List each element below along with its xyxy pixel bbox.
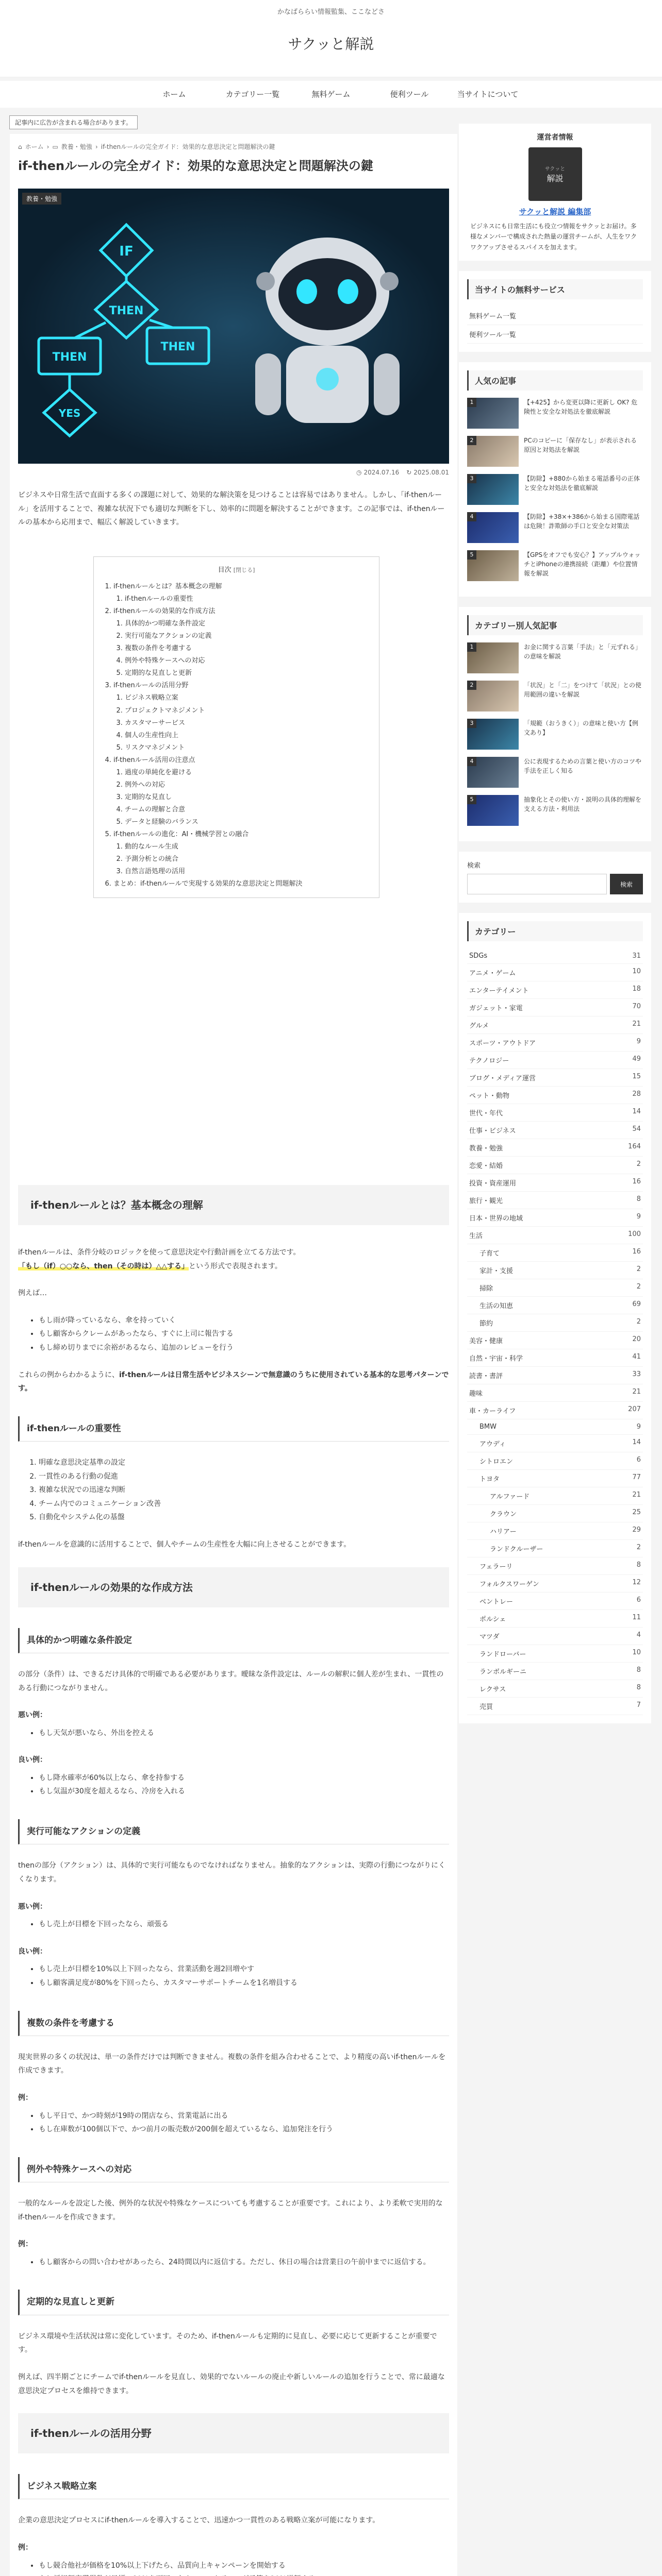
list-item: • もし在庫数が100個以下で、かつ前月の販売数が200個を超えているなら、追加発注を行う bbox=[39, 2123, 449, 2137]
section-heading: if-thenルールの効果的な作成方法 bbox=[18, 1567, 449, 1607]
category-name: フォルクスワーゲン bbox=[479, 1581, 539, 1589]
subsection-heading: ビジネス戦略立案 bbox=[18, 2474, 449, 2499]
toc-subitem[interactable]: 2. 実行可能なアクションの定義 bbox=[125, 630, 369, 642]
folder-icon: ▭ bbox=[52, 143, 58, 150]
example-list bbox=[18, 2559, 449, 2576]
category-post[interactable]: 3 「規範（おうきく）」の意味と使い方【例文あり】 bbox=[467, 719, 643, 750]
category-item[interactable] bbox=[467, 1435, 643, 1452]
category-name: ランボルギーニ bbox=[479, 1668, 527, 1676]
category-item[interactable] bbox=[467, 1244, 643, 1262]
subsection-heading: 定期的な見直しと更新 bbox=[18, 2290, 449, 2315]
category-count: 16 bbox=[632, 1178, 641, 1186]
category-popular-widget bbox=[459, 607, 651, 841]
toc-toggle[interactable]: [閉じる] bbox=[233, 567, 255, 573]
search-button[interactable]: 検索 bbox=[610, 874, 643, 894]
nav-home[interactable]: ホーム bbox=[162, 90, 186, 99]
category-name: アウディ bbox=[479, 1440, 506, 1449]
category-item[interactable] bbox=[467, 1104, 643, 1122]
category-count: 25 bbox=[632, 1509, 641, 1517]
category-item[interactable] bbox=[467, 1505, 643, 1522]
category-count: 9 bbox=[636, 1423, 641, 1431]
category-count: 8 bbox=[636, 1684, 641, 1692]
global-nav bbox=[0, 81, 662, 108]
toc-subitem[interactable]: 1. 過度の単純化を避ける bbox=[125, 767, 369, 779]
eyecatch-image bbox=[18, 189, 449, 464]
category-count: 100 bbox=[628, 1230, 641, 1239]
category-item[interactable] bbox=[467, 1052, 643, 1069]
search-label: 検索 bbox=[467, 862, 481, 870]
post-thumbnail: 1 bbox=[467, 642, 519, 673]
paragraph: if-thenルールは、条件分岐のロジックを使って意思決定や行動計画を立てる方法です。 「もし（if）○○なら、then（その時は）△△する」という形式で表現されます。 bbox=[18, 1248, 301, 1270]
table-of-contents bbox=[93, 556, 379, 898]
category-name: 投資・資産運用 bbox=[469, 1180, 517, 1188]
category-count: 2 bbox=[636, 1265, 641, 1274]
toc-subitem[interactable]: 1. if-thenルールの重要性 bbox=[125, 593, 369, 605]
category-name: ベントレー bbox=[479, 1598, 514, 1606]
paragraph: 企業の意思決定プロセスにif-thenルールを導入することで、迅速かつ一貫性のある戦略立案が可能になります。 bbox=[18, 2516, 380, 2525]
list-item: • もし降水確率が60%以上なら、傘を持参する bbox=[39, 1771, 449, 1785]
toc-title: 目次 bbox=[218, 566, 231, 574]
post-thumbnail: 4 bbox=[467, 512, 519, 543]
toc-subitem[interactable]: 1. ビジネス戦略立案 bbox=[125, 692, 369, 704]
list-item: • もし雨が降っているなら、傘を持っていく bbox=[39, 1314, 449, 1328]
search-widget bbox=[459, 852, 651, 903]
category-item[interactable] bbox=[467, 1297, 643, 1314]
category-item[interactable] bbox=[467, 1349, 643, 1367]
toc-item[interactable]: 3. if-thenルールの活用分野 1. ビジネス戦略立案 2. プロジェクトマネジメント 3. カスタマーサービス 4. 個人の生産性向上 5. リスクマネジメント bbox=[113, 680, 369, 754]
post-thumbnail: 2 bbox=[467, 681, 519, 711]
category-count: 21 bbox=[632, 1491, 641, 1499]
category-item[interactable] bbox=[467, 1192, 643, 1209]
category-count: 6 bbox=[636, 1456, 641, 1464]
updated-date: 2025.08.01 bbox=[413, 469, 449, 476]
toc-subitem[interactable]: 3. 複数の条件を考慮する bbox=[125, 642, 369, 655]
author-bio: ビジネスにも日常生活にも役立つ情報をサクッとお届け。多様なメンバーで構成された熱量の運営チームが、人生をワクワクアップさせるスパイスを加えます。 bbox=[470, 223, 637, 251]
subsection-heading: 複数の条件を考慮する bbox=[18, 2011, 449, 2036]
category-item[interactable] bbox=[467, 1522, 643, 1540]
nav-categories[interactable]: カテゴリー一覧 bbox=[225, 90, 280, 99]
avatar-text: 解説 bbox=[547, 174, 564, 183]
flow-label-if: IF bbox=[119, 244, 134, 259]
category-count: 9 bbox=[636, 1213, 641, 1221]
category-name: 旅行・観光 bbox=[469, 1197, 503, 1206]
good-example-list bbox=[18, 1962, 449, 1990]
paragraph: 現実世界の多くの状況は、単一の条件だけでは判断できません。複数の条件を組み合わせることで、より精度の高いif-thenルールを作成できます。 bbox=[18, 2053, 446, 2075]
category-item[interactable] bbox=[467, 1487, 643, 1505]
category-name: クラウン bbox=[490, 1511, 517, 1519]
subsection-heading: if-thenルールの重要性 bbox=[18, 1416, 449, 1442]
popular-post[interactable]: 3 【防除】+880から始まる電話番号の正体と安全な対処法を徹底解説 bbox=[467, 474, 643, 505]
toc-subitem[interactable]: 5. リスクマネジメント bbox=[125, 742, 369, 754]
toc-item[interactable]: 2. if-thenルールの効果的な作成方法 1. 具体的かつ明確な条件設定 2. 実行可能なアクションの定義 3. 複数の条件を考慮する 4. 例外や特殊ケースへの対応 5. 定期的な見直しと更新 bbox=[113, 605, 369, 680]
category-count: 12 bbox=[632, 1579, 641, 1587]
category-item[interactable] bbox=[467, 1452, 643, 1470]
popular-post[interactable]: 4 【防除】+38×+386から始まる国際電話は危険！詐欺師の手口と安全な対策法 bbox=[467, 512, 643, 543]
ad-notice: 記事内に広告が含まれる場合があります。 bbox=[9, 115, 138, 129]
category-count: 164 bbox=[628, 1143, 641, 1151]
category-count: 8 bbox=[636, 1666, 641, 1674]
search-input[interactable] bbox=[467, 874, 607, 894]
free-services-widget bbox=[459, 271, 651, 352]
category-name: 生活 bbox=[469, 1232, 483, 1241]
category-count: 2 bbox=[636, 1160, 641, 1168]
category-item[interactable] bbox=[467, 1139, 643, 1157]
category-label[interactable]: 教養・勉強 bbox=[22, 193, 61, 205]
example-list bbox=[18, 2109, 449, 2137]
toc-subitem[interactable]: 2. プロジェクトマネジメント bbox=[125, 705, 369, 717]
flowchart-robot-illustration bbox=[18, 189, 449, 464]
post-thumbnail: 1 bbox=[467, 398, 519, 429]
category-item[interactable] bbox=[467, 1209, 643, 1227]
category-name: 生活の知恵 bbox=[479, 1302, 514, 1311]
category-count: 33 bbox=[632, 1370, 641, 1379]
bad-example-list bbox=[18, 1726, 449, 1740]
category-count: 70 bbox=[632, 1003, 641, 1011]
widget-title: 人気の記事 bbox=[467, 370, 643, 391]
author-widget bbox=[459, 124, 651, 261]
category-item[interactable] bbox=[467, 1592, 643, 1610]
highlight-marker: 「もし（if）○○なら、then（その時は）△△する」 bbox=[18, 1262, 189, 1270]
list-item: 2. 一貫性のある行動の促進 bbox=[39, 1470, 449, 1484]
example-label: 例： bbox=[18, 2094, 32, 2102]
category-post[interactable]: 4 公に表現するための言葉と使い方のコツや手法を正しく知る bbox=[467, 757, 643, 788]
toc-subitem[interactable]: 4. チームの理解と合意 bbox=[125, 804, 369, 816]
chevron-right-icon: › bbox=[95, 143, 98, 150]
refresh-icon: ↻ bbox=[406, 469, 412, 476]
category-name: スポーツ・アウトドア bbox=[469, 1040, 536, 1048]
category-item[interactable] bbox=[467, 1540, 643, 1557]
category-count: 21 bbox=[632, 1020, 641, 1028]
widget-title: 当サイトの無料サービス bbox=[467, 279, 643, 299]
post-thumbnail: 3 bbox=[467, 474, 519, 505]
flow-label-then-left: THEN bbox=[52, 351, 87, 364]
subsection-heading: 具体的かつ明確な条件設定 bbox=[18, 1628, 449, 1653]
post-thumbnail: 3 bbox=[467, 719, 519, 750]
list-item: • もし天気が悪いなら、外出を控える bbox=[39, 1726, 449, 1740]
site-title-link[interactable]: サクッと解説 bbox=[288, 36, 374, 53]
list-item: 1. 明確な意思決定基準の設定 bbox=[39, 1456, 449, 1470]
category-name: 趣味 bbox=[469, 1390, 483, 1398]
post-title: if-thenルールの完全ガイド：効果的な意思決定と問題解決の鍵 bbox=[18, 159, 373, 173]
section-heading: if-thenルールとは？基本概念の理解 bbox=[18, 1185, 449, 1225]
section-heading: if-thenルールの活用分野 bbox=[18, 2413, 449, 2453]
list-item: • もし売上が目標を下回ったなら、頑張る bbox=[39, 1918, 449, 1931]
category-count: 18 bbox=[632, 985, 641, 993]
author-avatar bbox=[528, 147, 582, 201]
category-item[interactable] bbox=[467, 1332, 643, 1349]
category-item[interactable] bbox=[467, 981, 643, 999]
chevron-right-icon: › bbox=[46, 143, 49, 150]
toc-item[interactable]: 1. if-thenルールとは？基本概念の理解 1. if-thenルールの重要性 bbox=[113, 581, 369, 605]
category-name: ランドローバー bbox=[479, 1651, 526, 1659]
widget-title: カテゴリー別人気記事 bbox=[467, 615, 643, 635]
importance-list bbox=[18, 1456, 449, 1524]
category-item[interactable] bbox=[467, 1069, 643, 1087]
category-name: 自然・宇宙・科学 bbox=[469, 1355, 523, 1363]
category-name: ブログ・メディア運営 bbox=[469, 1075, 536, 1083]
category-post[interactable]: 1 お金に関する言葉「手法」と「元ずれる」の意味を解説 bbox=[467, 642, 643, 673]
category-count: 15 bbox=[632, 1073, 641, 1081]
toc-subitem[interactable]: 1. 動的なルール生成 bbox=[125, 841, 369, 853]
category-count: 10 bbox=[632, 968, 641, 976]
main-article bbox=[10, 134, 457, 2576]
popular-post[interactable]: 2 PCのコピーに「保存なし」が表示される原因と対処法を解説 bbox=[467, 436, 643, 467]
toc-subitem[interactable]: 5. 定期的な見直しと更新 bbox=[125, 667, 369, 680]
category-item[interactable] bbox=[467, 1698, 643, 1715]
bad-example-label: 悪い例： bbox=[18, 1711, 47, 1720]
category-item[interactable] bbox=[467, 1087, 643, 1104]
list-item: • もし顧客からクレームがあったなら、すぐに上司に報告する bbox=[39, 1327, 449, 1341]
category-item[interactable] bbox=[467, 964, 643, 981]
flow-label-yes: YES bbox=[58, 407, 81, 419]
category-post[interactable]: 5 抽象化とその使い方・説明の具体的理解を支える方法・利用法 bbox=[467, 795, 643, 826]
category-name: アニメ・ゲーム bbox=[469, 970, 516, 978]
category-name: 教養・勉強 bbox=[469, 1145, 503, 1153]
category-count: 28 bbox=[632, 1090, 641, 1098]
nav-about[interactable]: 当サイトについて bbox=[457, 90, 519, 99]
category-name: SDGs bbox=[469, 952, 488, 960]
paragraph: 例えば、四半期ごとにチームでif-thenルールを見直し、効果的でないルールの廃止や新しいルールの追加を行うことで、常に最適な意思決定プロセスを維持できます。 bbox=[18, 2372, 445, 2395]
category-count: 20 bbox=[632, 1335, 641, 1344]
paragraph: thenの部分（アクション）は、具体的で実行可能なものでなければなりません。抽象的なアクションは、実際の行動につながりにくくなります。 bbox=[18, 1861, 446, 1884]
category-item[interactable] bbox=[467, 1279, 643, 1297]
category-item[interactable] bbox=[467, 1610, 643, 1628]
popular-posts-widget bbox=[459, 362, 651, 597]
category-count: 8 bbox=[636, 1195, 641, 1204]
breadcrumb-home[interactable]: ホーム bbox=[25, 143, 44, 150]
category-name: BMW bbox=[479, 1423, 496, 1431]
category-name: 読書・書評 bbox=[469, 1372, 503, 1381]
list-item: • もし締め切りまでに余裕があるなら、追加のレビューを行う bbox=[39, 1341, 449, 1355]
list-item: • もし顧客からの問い合わせがあったら、24時間以内に返信する。ただし、休日の場合は営業日の午前中までに返信する。 bbox=[39, 2256, 449, 2269]
category-count: 31 bbox=[632, 952, 641, 960]
category-count: 14 bbox=[632, 1108, 641, 1116]
paragraph: ビジネス環境や生活状況は常に変化しています。そのため、if-thenルールも定期的に見直し、必要に応じて更新することが重要です。 bbox=[18, 2332, 437, 2354]
category-name: ランドクルーザー bbox=[490, 1546, 543, 1554]
article-body bbox=[18, 1170, 449, 2576]
breadcrumb-current: if-thenルールの完全ガイド：効果的な意思決定と問題解決の鍵 bbox=[101, 143, 275, 150]
toc-list bbox=[104, 581, 369, 890]
category-item[interactable] bbox=[467, 1680, 643, 1698]
toc-subitem[interactable]: 5. データと経験のバランス bbox=[125, 816, 369, 828]
category-count: 77 bbox=[632, 1473, 641, 1482]
bad-example-label: 悪い例： bbox=[18, 1902, 47, 1911]
toc-subitem[interactable]: 2. 例外への対応 bbox=[125, 779, 369, 791]
subsection-heading: 例外や特殊ケースへの対応 bbox=[18, 2157, 449, 2182]
category-count: 9 bbox=[636, 1038, 641, 1046]
toc-subitem[interactable]: 2. 予測分析との統合 bbox=[125, 853, 369, 866]
post-dates bbox=[356, 469, 449, 476]
author-heading: 運営者情報 bbox=[537, 133, 573, 142]
category-item[interactable] bbox=[467, 1575, 643, 1592]
category-item[interactable] bbox=[467, 1122, 643, 1139]
category-name: ガジェット・家電 bbox=[469, 1005, 523, 1013]
category-count: 2 bbox=[636, 1283, 641, 1291]
category-item[interactable] bbox=[467, 1645, 643, 1663]
category-item[interactable] bbox=[467, 1628, 643, 1645]
list-item: • もし売上が目標を10%以上下回ったなら、営業活動を週2回増やす bbox=[39, 1962, 449, 1976]
bad-example-list bbox=[18, 1918, 449, 1931]
tools-link[interactable]: 便利ツール一覧 bbox=[467, 325, 643, 344]
list-item: 3. 複雑な状況での迅速な判断 bbox=[39, 1483, 449, 1497]
paragraph: の部分（条件）は、できるだけ具体的で明確である必要があります。曖昧な条件設定は、ルールの解釈に個人差が生まれ、一貫性のある行動につながりません。 bbox=[18, 1670, 444, 1692]
example-list bbox=[18, 2256, 449, 2269]
site-tagline: かなばららい情報監集、ここなどさ bbox=[277, 8, 385, 16]
category-name: フェラーリ bbox=[479, 1563, 513, 1571]
flow-label-then-right: THEN bbox=[160, 341, 195, 353]
paragraph: これらの例からわかるように、if-thenルールは日常生活やビジネスシーンで無意識のうちに使用されている基本的な思考パターンです。 bbox=[18, 1370, 449, 1393]
post-thumbnail: 2 bbox=[467, 436, 519, 467]
toc-subitem[interactable]: 1. 具体的かつ明確な条件設定 bbox=[125, 618, 369, 630]
clock-icon: ◷ bbox=[356, 469, 362, 476]
toc-subitem[interactable]: 3. カスタマーサービス bbox=[125, 717, 369, 730]
intro-text: ビジネスや日常生活で直面する多くの課題に対して、効果的な解決策を見つけることは容易ではありません。しかし、「if-thenルール」を活用することで、複雑な状況下でも適切な判断を下し、効率的に問題を解決することができます。この記事では、if-thenルールの基本から応用まで、幅広く解説していきます。 bbox=[18, 491, 445, 527]
category-name: ハリアー bbox=[490, 1528, 517, 1536]
category-item[interactable] bbox=[467, 1557, 643, 1575]
category-item[interactable] bbox=[467, 1174, 643, 1192]
subsection-heading: 実行可能なアクションの定義 bbox=[18, 1819, 449, 1844]
toc-subitem[interactable]: 3. 定期的な見直し bbox=[125, 791, 369, 804]
author-name-link[interactable]: サクッと解説 編集部 bbox=[519, 207, 591, 216]
list-item: • もし顧客満足度が80%を下回ったら、カスタマーサポートチームを1名増員する bbox=[39, 1976, 449, 1990]
free-games-link[interactable]: 無料ゲーム一覧 bbox=[467, 307, 643, 325]
categories-widget bbox=[459, 913, 651, 1723]
category-name: 日本・世界の地域 bbox=[469, 1215, 523, 1223]
category-name: ポルシェ bbox=[479, 1616, 506, 1624]
category-name: トヨタ bbox=[479, 1476, 500, 1484]
category-item[interactable] bbox=[467, 1367, 643, 1384]
category-item[interactable] bbox=[467, 1227, 643, 1244]
category-name: レクサス bbox=[479, 1686, 506, 1694]
category-item[interactable] bbox=[467, 999, 643, 1016]
toc-header bbox=[104, 564, 369, 577]
category-item[interactable] bbox=[467, 1419, 643, 1435]
category-name: テクノロジー bbox=[469, 1057, 509, 1065]
category-name: シトロエン bbox=[479, 1458, 514, 1466]
good-example-label: 良い例： bbox=[18, 1947, 47, 1956]
widget-title: カテゴリー bbox=[467, 921, 643, 941]
category-count: 49 bbox=[632, 1055, 641, 1063]
category-count: 207 bbox=[628, 1405, 641, 1414]
category-item[interactable] bbox=[467, 1663, 643, 1680]
category-count: 29 bbox=[632, 1526, 641, 1534]
good-example-label: 良い例： bbox=[18, 1756, 47, 1765]
list-item: • もし平日で、かつ時刻が19時の閉店なら、営業電話に出る bbox=[39, 2109, 449, 2123]
category-name: ペット・動物 bbox=[469, 1092, 510, 1100]
category-item[interactable] bbox=[467, 1034, 643, 1052]
category-name: 世代・年代 bbox=[469, 1110, 503, 1118]
category-count: 2 bbox=[636, 1544, 641, 1552]
category-item[interactable] bbox=[467, 948, 643, 964]
category-item[interactable] bbox=[467, 1402, 643, 1419]
paragraph: 一般的なルールを設定した後、例外的な状況や特殊なケースについても考慮することが重要です。これにより、より柔軟で実用的なif-thenルールを作成できます。 bbox=[18, 2199, 443, 2222]
toc-subitem[interactable]: 4. 例外や特殊ケースへの対応 bbox=[125, 655, 369, 667]
category-name: グルメ bbox=[469, 1022, 489, 1030]
category-name: マツダ bbox=[479, 1633, 500, 1641]
category-count: 21 bbox=[632, 1388, 641, 1396]
category-count: 4 bbox=[636, 1631, 641, 1639]
example-label: 例： bbox=[18, 2544, 32, 2552]
nav-tools[interactable]: 便利ツール bbox=[390, 90, 429, 99]
list-item: 4. チーム内でのコミュニケーション改善 bbox=[39, 1497, 449, 1511]
nav-free-games[interactable]: 無料ゲーム bbox=[311, 90, 351, 99]
good-example-list bbox=[18, 1771, 449, 1799]
category-count: 16 bbox=[632, 1248, 641, 1256]
list-item bbox=[39, 2572, 449, 2576]
paragraph: 例えば… bbox=[18, 1289, 47, 1298]
category-item[interactable] bbox=[467, 1470, 643, 1487]
category-name: 節約 bbox=[479, 1320, 493, 1328]
published-date: 2024.07.16 bbox=[363, 469, 400, 476]
toc-item[interactable]: 6. まとめ：if-thenルールで実現する効果的な意思決定と問題解決 bbox=[113, 878, 369, 890]
category-name: 掃除 bbox=[479, 1285, 493, 1293]
post-thumbnail: 4 bbox=[467, 757, 519, 788]
avatar-subtext: サクッと bbox=[544, 166, 566, 172]
toc-item[interactable]: 4. if-thenルール活用の注意点 1. 過度の単純化を避ける 2. 例外への対応 3. 定期的な見直し 4. チームの理解と合意 5. データと経験のバランス bbox=[113, 754, 369, 828]
category-count: 69 bbox=[632, 1300, 641, 1309]
list-item: • もし競合他社が価格を10%以上下げたら、品質向上キャンペーンを開始する bbox=[39, 2559, 449, 2573]
category-item[interactable] bbox=[467, 1157, 643, 1174]
category-name: エンターテイメント bbox=[469, 987, 529, 995]
category-name: アルファード bbox=[490, 1493, 530, 1501]
home-icon: ⌂ bbox=[18, 143, 22, 150]
example-list bbox=[18, 1314, 449, 1355]
breadcrumb-category[interactable]: 教養・勉強 bbox=[61, 143, 92, 150]
category-name: 恋愛・結婚 bbox=[469, 1162, 503, 1171]
popular-post[interactable]: 5 【GPSをオフでも安心？】アップルウォッチとiPhoneの連携接続（距離）や位置情報を解説 bbox=[467, 550, 643, 581]
toc-subitem[interactable]: 3. 自然言語処理の活用 bbox=[125, 866, 369, 878]
example-label: 例： bbox=[18, 2240, 32, 2249]
post-thumbnail: 5 bbox=[467, 795, 519, 826]
category-item[interactable] bbox=[467, 1314, 643, 1332]
category-count: 2 bbox=[636, 1318, 641, 1326]
toc-item[interactable]: 5. if-thenルールの進化：AI・機械学習との融合 1. 動的なルール生成 2. 予測分析との統合 3. 自然言語処理の活用 bbox=[113, 828, 369, 878]
post-thumbnail: 5 bbox=[467, 550, 519, 581]
category-name: 美容・健康 bbox=[469, 1337, 503, 1346]
flow-label-then: THEN bbox=[109, 304, 144, 317]
toc-subitem[interactable]: 4. 個人の生産性向上 bbox=[125, 730, 369, 742]
category-name: 仕事・ビジネス bbox=[469, 1127, 516, 1136]
category-count: 7 bbox=[636, 1701, 641, 1709]
paragraph: if-thenルールを意識的に活用することで、個人やチームの生産性を大幅に向上させることができます。 bbox=[18, 1540, 351, 1549]
site-header bbox=[0, 0, 662, 77]
sidebar bbox=[459, 124, 651, 1734]
breadcrumb bbox=[18, 142, 275, 151]
category-count: 14 bbox=[632, 1438, 641, 1447]
category-count: 8 bbox=[636, 1561, 641, 1569]
category-name: 家計・支援 bbox=[479, 1267, 514, 1276]
category-count: 10 bbox=[632, 1649, 641, 1657]
category-count: 11 bbox=[632, 1614, 641, 1622]
category-name: 売買 bbox=[479, 1703, 493, 1711]
category-item[interactable] bbox=[467, 1016, 643, 1034]
category-post[interactable]: 2 「状況」と「二」をつけて「状況」との使用範囲の違いを解説 bbox=[467, 681, 643, 711]
category-count: 6 bbox=[636, 1596, 641, 1604]
popular-post[interactable]: 1 【+425】から変更以降に更新し OK? 危険性と安全な対処法を徹底解説 bbox=[467, 398, 643, 429]
category-name: 子育て bbox=[479, 1250, 500, 1258]
list-item: • もし気温が30度を超えるなら、冷房を入れる bbox=[39, 1785, 449, 1799]
list-item: 5. 自動化やシステム化の基盤 bbox=[39, 1511, 449, 1524]
category-item[interactable] bbox=[467, 1262, 643, 1279]
category-count: 54 bbox=[632, 1125, 641, 1133]
category-item[interactable] bbox=[467, 1384, 643, 1402]
category-count: 41 bbox=[632, 1353, 641, 1361]
category-name: 車・カーライフ bbox=[469, 1408, 516, 1416]
